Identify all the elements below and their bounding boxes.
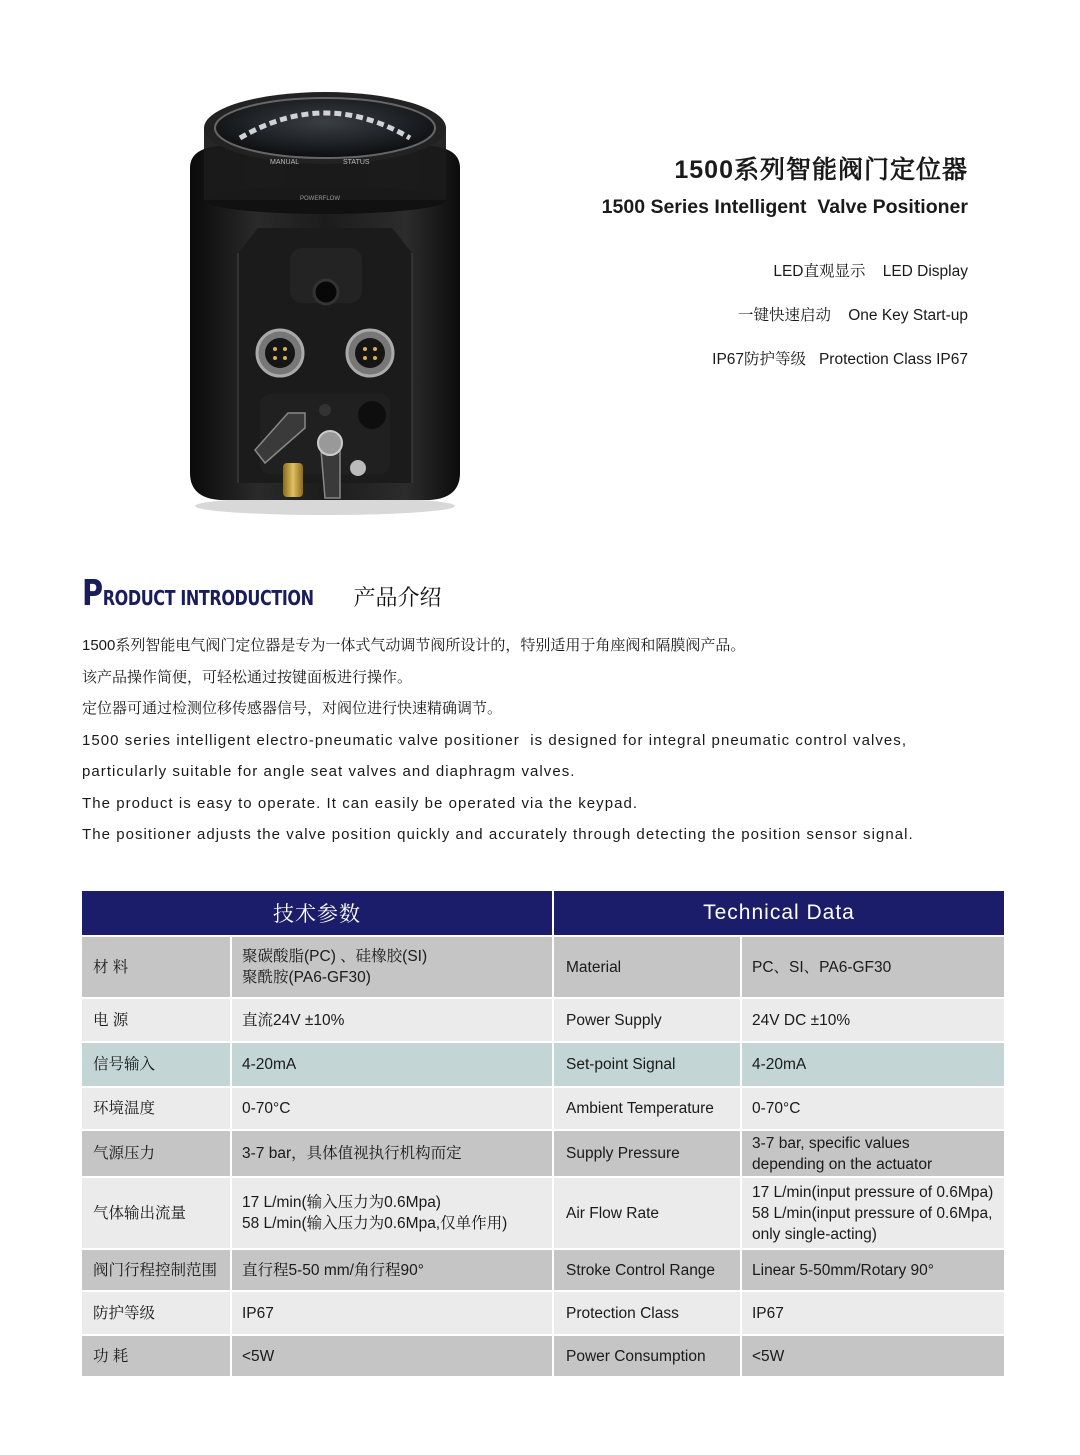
spec-value-en	[742, 999, 1004, 1041]
connector-right	[347, 330, 393, 376]
intro-paragraph-cn: 该产品操作简便，可轻松通过按键面板进行操作。	[82, 668, 413, 686]
spec-label-cn: 阀门行程控制范围	[82, 1250, 230, 1290]
spec-label-en: Power Consumption	[554, 1336, 740, 1376]
spec-value-en	[742, 937, 1004, 997]
spec-value-cn-line: 0-70°C	[242, 1100, 291, 1117]
spec-label-en: Protection Class	[554, 1292, 740, 1334]
spec-value-en-line: depending on the actuator	[752, 1155, 933, 1173]
spec-label-en: Set-point Signal	[554, 1043, 740, 1086]
spec-value-cn-line: IP67	[242, 1304, 274, 1322]
spec-value-en	[742, 1292, 1004, 1334]
spec-label-cn: 气源压力	[82, 1131, 230, 1176]
table-row	[82, 1088, 1004, 1129]
feature-item: 一键快速启动 One Key Start-up	[738, 307, 968, 324]
pressure-port	[314, 280, 338, 304]
product-title-cn: 1500系列智能阀门定位器	[674, 156, 968, 184]
table-row	[82, 1292, 1004, 1334]
product-image	[180, 78, 470, 518]
intro-paragraph-cn: 1500系列智能电气阀门定位器是专为一体式气动调节阀所设计的，特别适用于角座阀和隔膜阀产品。	[82, 637, 746, 654]
spec-label-cn: 环境温度	[82, 1088, 230, 1129]
intro-paragraph-cn: 定位器可通过检测位移传感器信号，对阀位进行快速精确调节。	[82, 700, 503, 717]
intro-paragraph-en: The product is easy to operate. It can easily be operated via the keypad.	[82, 794, 639, 812]
spec-value-cn	[232, 1250, 552, 1290]
spec-label-cn: 气体输出流量	[82, 1178, 230, 1248]
table-header-row	[82, 891, 1004, 935]
intro-body	[82, 630, 1012, 851]
connector-left	[257, 330, 303, 376]
spec-value-cn-line: 17 L/min(输入压力为0.6Mpa)	[242, 1194, 441, 1211]
table-row	[82, 1178, 1004, 1248]
spec-label-en: Power Supply	[554, 999, 740, 1041]
product-title-en: 1500 Series Intelligent Valve Positioner	[601, 196, 968, 218]
spec-value-en-line: 58 L/min(input pressure of 0.6Mpa,	[752, 1204, 993, 1222]
intro-paragraph-en: The positioner adjusts the valve position quickly and accurately through detecting the position sensor signal.	[82, 826, 914, 843]
spec-value-en	[742, 1088, 1004, 1129]
spec-value-cn	[232, 937, 552, 997]
feature-item: LED直观显示 LED Display	[773, 263, 968, 280]
spec-value-en-line: Linear 5-50mm/Rotary 90°	[752, 1261, 934, 1279]
intro-heading-en	[82, 573, 314, 616]
dial-label-status: STATUS	[343, 159, 370, 166]
table-row	[82, 937, 1004, 997]
table-row	[82, 1336, 1004, 1376]
spec-value-en-line: <5W	[752, 1347, 785, 1365]
spec-label-cn: 电 源	[82, 999, 230, 1041]
spec-value-en-line: IP67	[752, 1304, 784, 1322]
spec-label-en: Material	[554, 937, 740, 997]
table-header-en: Technical Data	[554, 891, 1004, 935]
intro-heading-initial: P	[82, 573, 103, 614]
spec-value-en	[742, 1043, 1004, 1086]
spec-value-en	[742, 1336, 1004, 1376]
intro-heading	[82, 573, 442, 616]
spec-value-en-line: 3-7 bar, specific values	[752, 1134, 910, 1152]
spec-label-cn: 防护等级	[82, 1292, 230, 1334]
title-block	[602, 150, 968, 394]
spec-value-cn	[232, 1336, 552, 1376]
fitting-washer	[350, 460, 366, 476]
spec-value-cn	[232, 1088, 552, 1129]
spec-value-cn	[232, 1292, 552, 1334]
lens	[215, 98, 435, 158]
spec-value-cn-line: <5W	[242, 1347, 275, 1365]
brass-fitting	[283, 463, 303, 497]
brand-logo: POWERFLOW	[300, 196, 340, 202]
spec-value-en	[742, 1131, 1004, 1176]
spec-value-cn-line: 直流24V ±10%	[242, 1011, 345, 1029]
table-row	[82, 1250, 1004, 1290]
spec-value-cn-line: 3-7 bar，具体值视执行机构而定	[242, 1145, 462, 1162]
screw	[319, 404, 331, 416]
technical-data-table	[80, 889, 1006, 1378]
spec-value-en-line: 17 L/min(input pressure of 0.6Mpa)	[752, 1183, 994, 1201]
plug	[358, 401, 386, 429]
spec-value-en	[742, 1178, 1004, 1248]
spec-label-en: Air Flow Rate	[554, 1178, 740, 1248]
intro-paragraph-en: particularly suitable for angle seat valves and diaphragm valves.	[82, 763, 576, 780]
dial-label-manual: MANUAL	[270, 159, 300, 166]
feature-item: IP67防护等级 Protection Class IP67	[712, 351, 968, 368]
spec-label-cn: 功 耗	[82, 1336, 230, 1376]
spec-label-cn: 信号输入	[82, 1043, 230, 1086]
intro-paragraph-en: 1500 series intelligent electro-pneumatic valve positioner is designed for integral pneumatic control valves,	[82, 731, 908, 749]
spec-value-cn-line: 聚碳酸脂(PC) 、硅橡胶(SI)	[242, 948, 428, 965]
spec-value-cn-line: 聚酰胺(PA6-GF30)	[242, 969, 371, 986]
spec-value-cn-line: 58 L/min(输入压力为0.6Mpa,仅单作用)	[242, 1215, 508, 1232]
spec-value-en-line: 4-20mA	[752, 1056, 807, 1073]
spec-label-en: Ambient Temperature	[554, 1088, 740, 1129]
table-header-cn: 技术参数	[82, 891, 552, 935]
table-row	[82, 1131, 1004, 1176]
spec-value-en-line: 24V DC ±10%	[752, 1011, 851, 1029]
spec-label-en: Supply Pressure	[554, 1131, 740, 1176]
spec-value-cn	[232, 1043, 552, 1086]
spec-value-cn	[232, 999, 552, 1041]
fitting-nut	[318, 431, 342, 455]
spec-value-en-line: only single-acting)	[752, 1225, 877, 1243]
spec-label-en: Stroke Control Range	[554, 1250, 740, 1290]
spec-value-cn-line: 直行程5-50 mm/角行程90°	[242, 1261, 424, 1279]
spec-value-cn	[232, 1131, 552, 1176]
spec-value-en-line: PC、SI、PA6-GF30	[752, 958, 892, 976]
intro-heading-cn: 产品介绍	[353, 585, 442, 610]
spec-value-en-line: 0-70°C	[752, 1100, 801, 1117]
table-body	[82, 937, 1004, 1376]
spec-value-cn-line: 4-20mA	[242, 1056, 297, 1073]
table-row	[82, 1043, 1004, 1086]
spec-label-cn: 材 料	[82, 937, 230, 997]
spec-value-cn	[232, 1178, 552, 1248]
intro-heading-rest: RODUCT INTRODUCTION	[102, 586, 314, 610]
table-row	[82, 999, 1004, 1041]
feature-list	[602, 262, 968, 370]
spec-value-en	[742, 1250, 1004, 1290]
